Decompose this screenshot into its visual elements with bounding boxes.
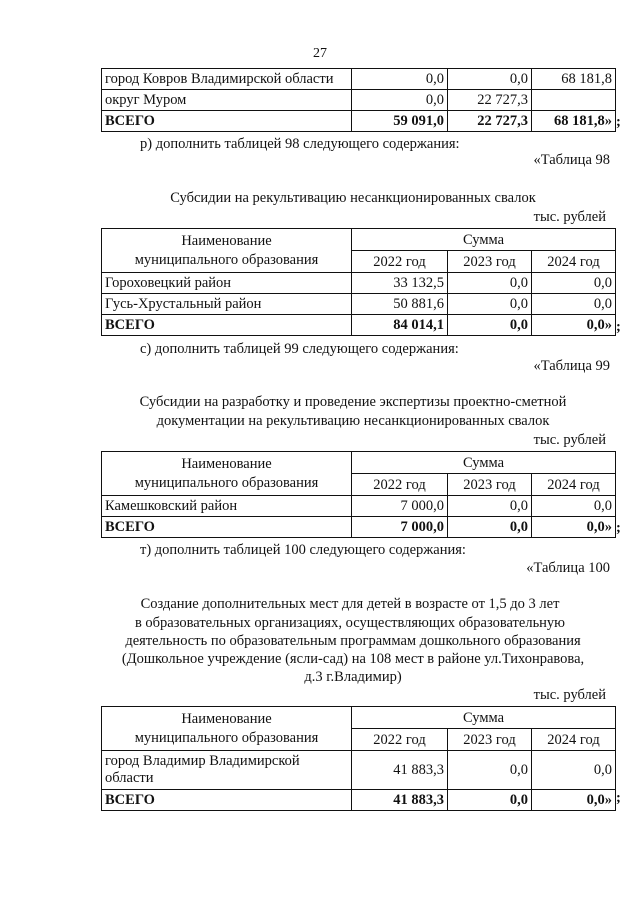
table-row	[102, 496, 616, 517]
value-2023: 22 727,3	[448, 90, 532, 111]
value-2023: 0,0	[448, 294, 532, 315]
total-row	[102, 111, 616, 132]
row-name: Гусь-Хрустальный район	[102, 294, 352, 315]
year-2022-header: 2022 год	[352, 251, 448, 273]
table-title-line5: д.3 г.Владимир)	[304, 669, 402, 685]
table-title-line4: (Дошкольное учреждение (ясли-сад) на 108 мест в районе ул.Тихонравова,	[121, 651, 585, 667]
row-name-line1: город Владимир Владимирской	[105, 753, 300, 769]
sum-header: Сумма	[352, 452, 616, 474]
name-header-line1: Наименование	[181, 232, 272, 249]
name-header-line2: муниципального образования	[134, 729, 319, 746]
header-row	[102, 707, 616, 729]
terminator: ;	[616, 520, 621, 536]
value-2022: 0,0	[352, 90, 448, 111]
value-2024: 0,0	[532, 496, 616, 517]
year-2023-header: 2023 год	[448, 729, 532, 751]
year-2023-header: 2023 год	[448, 251, 532, 273]
table-title-line1: Создание дополнительных мест для детей в возрасте от 1,5 до 3 лет	[140, 596, 560, 612]
year-2022-header: 2022 год	[352, 474, 448, 496]
table-row	[102, 751, 616, 790]
table-row	[102, 69, 616, 90]
value-2023: 0,0	[448, 751, 532, 790]
table-row	[102, 294, 616, 315]
terminator: ;	[616, 790, 621, 806]
total-label: ВСЕГО	[102, 790, 352, 811]
value-2024	[532, 90, 616, 111]
value-2022: 33 132,5	[352, 273, 448, 294]
row-name: Камешковский район	[102, 496, 352, 517]
total-2023: 0,0	[448, 517, 532, 538]
unit-label: тыс. рублей	[533, 209, 606, 225]
sum-header: Сумма	[352, 229, 616, 251]
value-2023: 0,0	[448, 273, 532, 294]
value-2022: 41 883,3	[352, 751, 448, 790]
name-header-line1: Наименование	[181, 455, 272, 472]
row-name: город Ковров Владимирской области	[102, 69, 352, 90]
table-label: «Таблица 99	[533, 358, 610, 374]
total-2022: 59 091,0	[352, 111, 448, 132]
value-2023: 0,0	[448, 496, 532, 517]
name-header	[102, 707, 352, 751]
total-2022: 84 014,1	[352, 315, 448, 336]
value-2024: 0,0	[532, 273, 616, 294]
value-2022: 0,0	[352, 69, 448, 90]
section-intro: с) дополнить таблицей 99 следующего содержания:	[140, 341, 459, 357]
row-name	[102, 751, 352, 790]
total-label: ВСЕГО	[102, 111, 352, 132]
value-2024: 0,0	[532, 294, 616, 315]
year-2023-header: 2023 год	[448, 474, 532, 496]
table-99	[101, 451, 616, 538]
name-header-line1: Наименование	[181, 710, 272, 727]
row-name: Гороховецкий район	[102, 273, 352, 294]
table-row	[102, 273, 616, 294]
value-2022: 7 000,0	[352, 496, 448, 517]
year-2024-header: 2024 год	[532, 474, 616, 496]
total-row	[102, 517, 616, 538]
total-2024: 0,0»	[532, 517, 616, 538]
total-row	[102, 315, 616, 336]
total-2023: 0,0	[448, 315, 532, 336]
page-number: 27	[313, 46, 327, 61]
year-2024-header: 2024 год	[532, 729, 616, 751]
table-title-line2: документации на рекультивацию несанкционированных свалок	[156, 413, 550, 429]
unit-label: тыс. рублей	[533, 432, 606, 448]
value-2022: 50 881,6	[352, 294, 448, 315]
total-2023: 22 727,3	[448, 111, 532, 132]
total-2024: 0,0»	[532, 315, 616, 336]
sum-header: Сумма	[352, 707, 616, 729]
year-2022-header: 2022 год	[352, 729, 448, 751]
total-row	[102, 790, 616, 811]
value-2024: 0,0	[532, 751, 616, 790]
table-label: «Таблица 98	[533, 152, 610, 168]
table-100	[101, 706, 616, 811]
value-2023: 0,0	[448, 69, 532, 90]
table-label: «Таблица 100	[526, 560, 610, 576]
total-label: ВСЕГО	[102, 517, 352, 538]
table-title-line1: Субсидии на разработку и проведение экспертизы проектно-сметной	[139, 394, 567, 410]
total-label: ВСЕГО	[102, 315, 352, 336]
table-title: Субсидии на рекультивацию несанкционированных свалок	[170, 190, 536, 206]
table-title-line3: деятельность по образовательным программам дошкольного образования	[125, 633, 581, 649]
table-title-line2: в образовательных организациях, осуществляющих образовательную	[134, 615, 566, 631]
value-2024: 68 181,8	[532, 69, 616, 90]
section-intro: р) дополнить таблицей 98 следующего содержания:	[140, 136, 460, 152]
name-header-line2: муниципального образования	[134, 251, 319, 268]
total-2024: 68 181,8»	[532, 111, 616, 132]
section-intro: т) дополнить таблицей 100 следующего содержания:	[140, 542, 466, 558]
total-2024: 0,0»	[532, 790, 616, 811]
name-header	[102, 229, 352, 273]
total-2022: 41 883,3	[352, 790, 448, 811]
row-name-line2: области	[105, 770, 154, 786]
table-98	[101, 228, 616, 336]
header-row	[102, 229, 616, 251]
header-row	[102, 452, 616, 474]
terminator: ;	[616, 319, 621, 335]
table-row	[102, 90, 616, 111]
terminator: ;	[616, 114, 621, 130]
name-header	[102, 452, 352, 496]
row-name: округ Муром	[102, 90, 352, 111]
year-2024-header: 2024 год	[532, 251, 616, 273]
name-header-line2: муниципального образования	[134, 474, 319, 491]
total-2022: 7 000,0	[352, 517, 448, 538]
continued-table	[101, 68, 616, 132]
unit-label: тыс. рублей	[533, 687, 606, 703]
total-2023: 0,0	[448, 790, 532, 811]
